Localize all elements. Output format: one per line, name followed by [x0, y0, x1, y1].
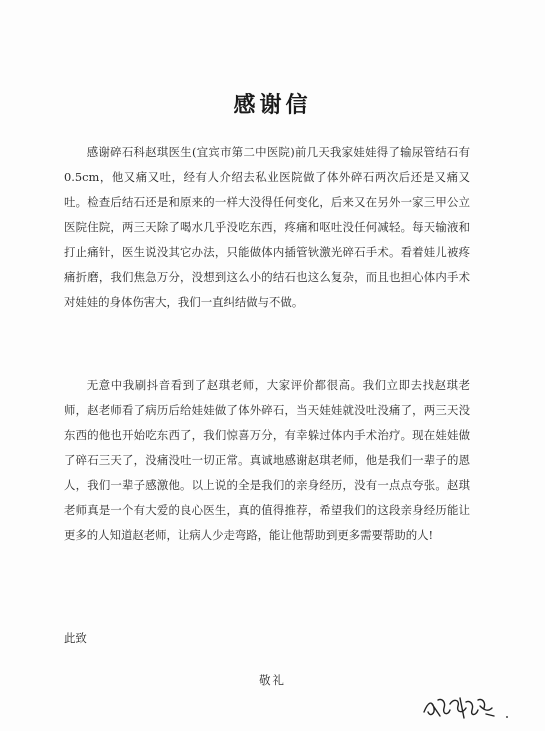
letter-paragraph-2: 无意中我刷抖音看到了赵琪老师，大家评价都很高。我们立即去找赵琪老师，赵老师看了病历后给娃娃做了体外碎石，当天娃娃就没吐没痛了，两三天没东西的他也开始吃东西了，我们惊喜万分，有幸躲过体内手术治疗。现在娃娃做了碎石三天了，没痛没吐一切正常。真诚地感谢赵琪老师，他是我们一辈子的恩人，我们一辈子感激他。以上说的全是我们的亲身经历，没有一点点夸张。赵琪老师真是一个有大爱的良心医生，真的值得推荐，希望我们的这段亲身经历能让更多的人知道赵老师，让病人少走弯路，能让他帮助到更多需要帮助的人! [64, 378, 470, 542]
handwritten-signature [420, 690, 500, 724]
letter-closing: 此致 [64, 631, 87, 645]
letter-paragraph-1: 感谢碎石科赵琪医生(宜宾市第二中医院)前几天我家娃娃得了输尿管结石有 0.5cm，他又痛又吐，经有人介绍去私业医院做了体外碎石两次后还是又痛又吐。检查后结石还是和原来的一样大没得任何变化，后来又在另外一家三甲公立医院住院，两三天除了喝水几乎没吃东西，疼痛和呕吐没任何减轻。每天输液和打止痛针，医生说没其它办法，只能做体内插管钬激光碎石手术。看着娃儿被疼痛折磨，我们焦急万分，没想到这么小的结石也这么复杂，而且也担心体内手术对娃娃的身体伤害大，我们一直纠结做与不做。 [64, 145, 470, 309]
letter-title: 感谢信 [233, 92, 312, 118]
stray-mark [506, 716, 508, 718]
letter-regards: 敬礼 [259, 673, 286, 687]
